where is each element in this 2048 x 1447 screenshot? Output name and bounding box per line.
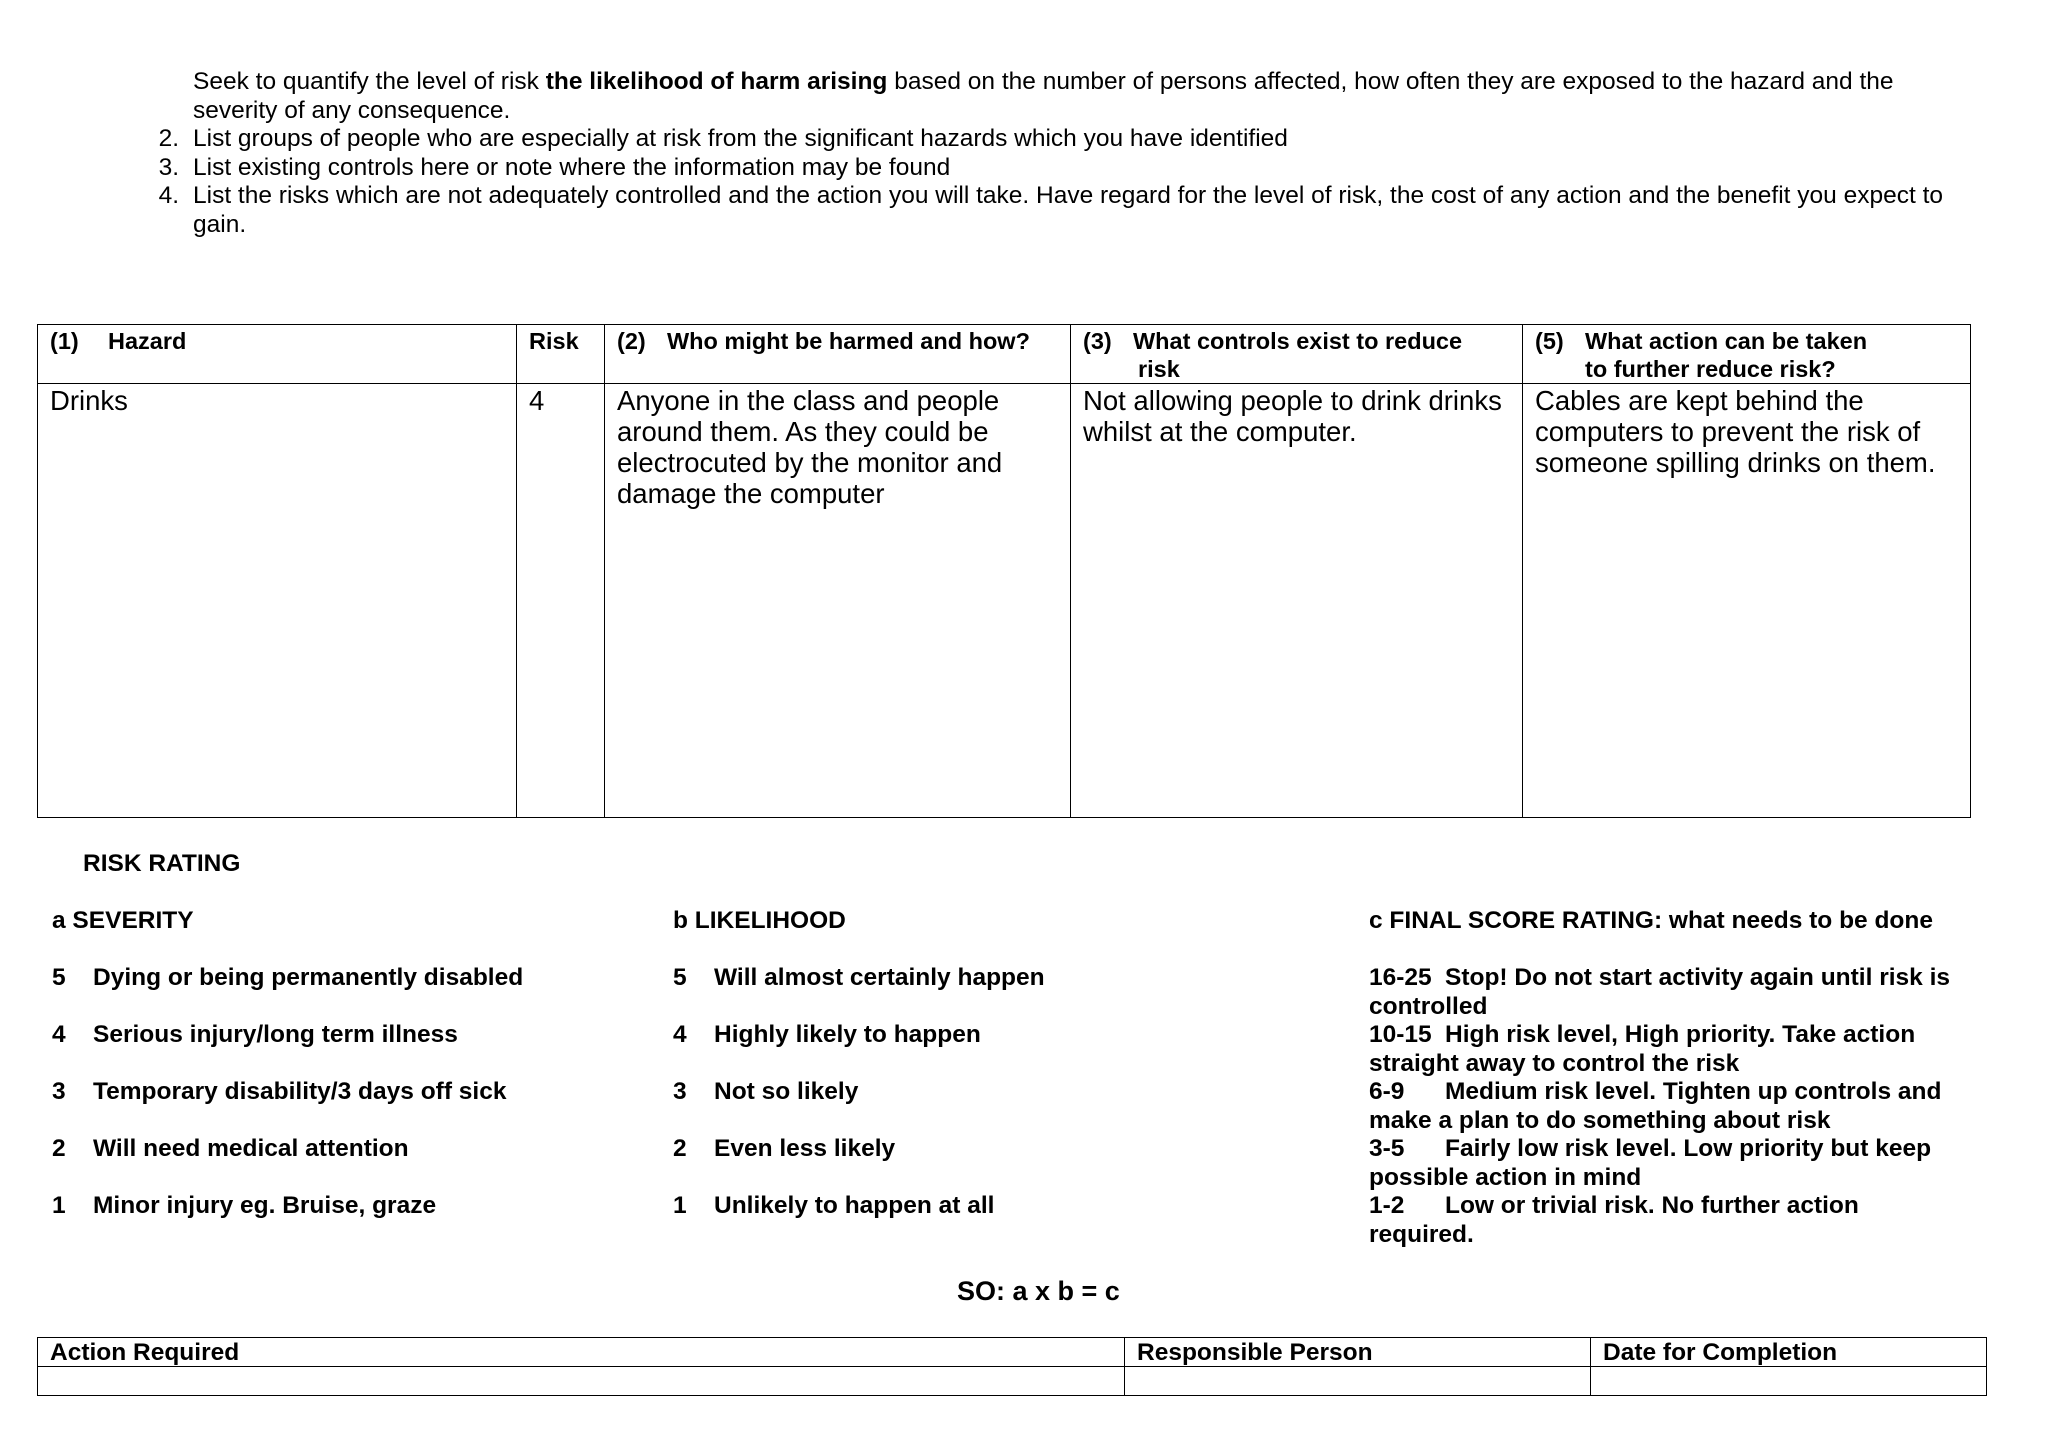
table-row bbox=[38, 384, 1971, 818]
likelihood-item: 2 Even less likely bbox=[673, 1135, 896, 1162]
cell-hazard: Drinks bbox=[38, 384, 517, 818]
final-score-item: 10-15 High risk level, High priority. Take action straight away to control the risk bbox=[1369, 1021, 1916, 1077]
likelihood-item: 5 Will almost certainly happen bbox=[673, 964, 1045, 991]
cell-action: Cables are kept behind the computers to prevent the risk of someone spilling drinks on them. bbox=[1523, 384, 1971, 818]
header-who: (2) Who might be harmed and how? bbox=[605, 325, 1071, 384]
header-action: (5) What action can be taken to further reduce risk? bbox=[1523, 325, 1971, 384]
hazard-table-header bbox=[38, 325, 1971, 384]
final-score-item: 16-25 Stop! Do not start activity again until risk is controlled bbox=[1369, 964, 1951, 1020]
cell-controls: Not allowing people to drink drinks whilst at the computer. bbox=[1071, 384, 1523, 818]
instruction-2: 2. List groups of people who are especially at risk from the significant hazards which you have identified bbox=[158, 125, 1288, 152]
cell-risk: 4 bbox=[517, 384, 605, 818]
cell-responsible-person[interactable] bbox=[1125, 1367, 1591, 1396]
severity-item: 4 Serious injury/long term illness bbox=[52, 1021, 458, 1048]
severity-heading: a SEVERITY bbox=[52, 907, 194, 934]
risk-rating-title: RISK RATING bbox=[83, 850, 241, 877]
formula: SO: a x b = c bbox=[957, 1276, 1120, 1306]
cell-action-required[interactable] bbox=[38, 1367, 1125, 1396]
cell-who: Anyone in the class and people around them. As they could be electrocuted by the monitor and damage the computer bbox=[605, 384, 1071, 818]
header-action-required: Action Required bbox=[38, 1338, 1125, 1367]
action-table bbox=[37, 1337, 1987, 1396]
action-table-header bbox=[38, 1338, 1987, 1367]
final-score-item: 3-5 Fairly low risk level. Low priority but keep possible action in mind bbox=[1369, 1135, 1932, 1191]
header-risk: Risk bbox=[517, 325, 605, 384]
hazard-table bbox=[37, 324, 1971, 818]
instruction-1-cont: severity of any consequence. bbox=[193, 96, 511, 124]
final-score-item: 6-9 Medium risk level. Tighten up controls and make a plan to do something about risk bbox=[1369, 1078, 1942, 1134]
severity-item: 5 Dying or being permanently disabled bbox=[52, 964, 524, 991]
header-hazard: (1) Hazard bbox=[38, 325, 517, 384]
likelihood-item: 1 Unlikely to happen at all bbox=[673, 1192, 995, 1219]
instruction-3: 3. List existing controls here or note where the information may be found bbox=[158, 153, 951, 181]
severity-item: 2 Will need medical attention bbox=[52, 1135, 409, 1162]
final-score-heading: c FINAL SCORE RATING: what needs to be done bbox=[1369, 907, 1933, 934]
likelihood-item: 4 Highly likely to happen bbox=[673, 1021, 981, 1048]
instruction-4-cont: gain. bbox=[193, 210, 247, 238]
severity-item: 1 Minor injury eg. Bruise, graze bbox=[52, 1192, 437, 1219]
table-row bbox=[38, 1367, 1987, 1396]
instruction-1: Seek to quantify the level of risk the likelihood of harm arising based on the number of persons affected, how often they are exposed to the hazard and the bbox=[193, 68, 1894, 95]
severity-item: 3 Temporary disability/3 days off sick bbox=[52, 1078, 507, 1105]
final-score-item: 1-2 Low or trivial risk. No further action required. bbox=[1369, 1192, 1859, 1248]
header-date-for-completion: Date for Completion bbox=[1591, 1338, 1987, 1367]
instructions bbox=[158, 68, 1973, 239]
instruction-4: 4. List the risks which are not adequately controlled and the action you will take. Have regard for the level of risk, the cost of any action and the benefit you expect to bbox=[158, 182, 1944, 209]
header-controls: (3) What controls exist to reduce risk bbox=[1071, 325, 1523, 384]
likelihood-item: 3 Not so likely bbox=[673, 1078, 859, 1105]
cell-date-for-completion[interactable] bbox=[1591, 1367, 1987, 1396]
header-responsible-person: Responsible Person bbox=[1125, 1338, 1591, 1367]
likelihood-heading: b LIKELIHOOD bbox=[673, 907, 846, 934]
